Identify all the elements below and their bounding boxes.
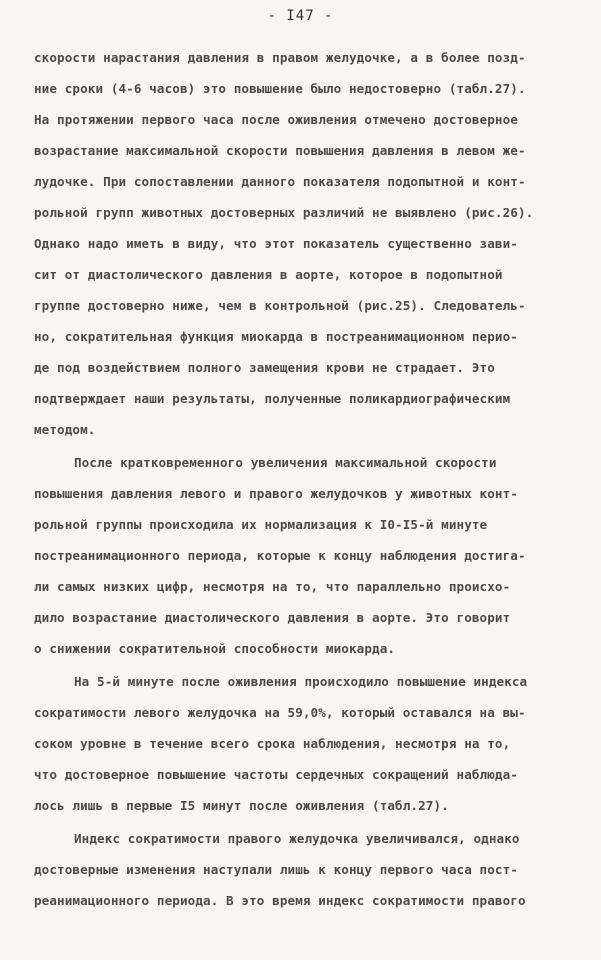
text-line: Однако надо иметь в виду, что этот показатель существенно зави-: [34, 236, 518, 251]
text-line: о снижении сократительной способности миокарда.: [34, 641, 396, 656]
text-line: возрастание максимальной скорости повышения давления в левом же-: [34, 143, 526, 158]
page-number: - I47 -: [267, 8, 334, 24]
text-line: На 5-й минуте после оживления происходило повышение индекса: [74, 674, 528, 689]
text-line: де под воздействием полного замещения крови не страдает. Это: [34, 360, 495, 375]
text-line: дило возрастание диастолического давления в аорте. Это говорит: [34, 610, 511, 625]
text-line: рольной группы происходила их нормализация к I0-I5-й минуте: [34, 517, 488, 532]
text-line: скорости нарастания давления в правом желудочке, а в более позд-: [34, 50, 526, 65]
text-line: ние сроки (4-6 часов) это повышение было недостоверно (табл.27).: [34, 81, 526, 96]
text-line: лось лишь в первые I5 минут после оживления (табл.27).: [34, 798, 449, 813]
text-line: сократимости левого желудочка на 59,0%, который оставался на вы-: [34, 705, 526, 720]
text-line: реанимационного периода. В это время индекс сократимости правого: [34, 893, 526, 908]
text-line: группе достоверно ниже, чем в контрольной (рис.25). Следователь-: [34, 298, 526, 313]
text-line: что достоверное повышение частоты сердечных сокращений наблюда-: [34, 767, 518, 782]
text-line: рольной групп животных достоверных различий не выявлено (рис.26).: [34, 205, 534, 220]
text-line: лудочке. При сопоставлении данного показателя подопытной и конт-: [34, 174, 526, 189]
text-line: После кратковременного увеличения максимальной скорости: [74, 455, 497, 470]
text-line: ли самых низких цифр, несмотря на то, что параллельно происхо-: [34, 579, 511, 594]
text-line: методом.: [34, 422, 96, 437]
text-line: но, сократительная функция миокарда в постреанимационном перио-: [34, 329, 518, 344]
text-line: подтверждает наши результаты, полученные поликардиографическим: [34, 391, 511, 406]
text-line: сит от диастолического давления в аорте, которое в подопытной: [34, 267, 503, 282]
text-line: соком уровне в течение всего срока наблюдения, несмотря на то,: [34, 736, 511, 751]
text-line: На протяжении первого часа после оживления отмечено достоверное: [34, 112, 518, 127]
text-line: повышения давления левого и правого желудочков у животных конт-: [34, 486, 518, 501]
text-line: достоверные изменения наступали лишь к концу первого часа пост-: [34, 862, 518, 877]
text-line: Индекс сократимости правого желудочка увеличивался, однако: [74, 831, 520, 846]
text-line: постреанимационного периода, которые к концу наблюдения достига-: [34, 548, 526, 563]
